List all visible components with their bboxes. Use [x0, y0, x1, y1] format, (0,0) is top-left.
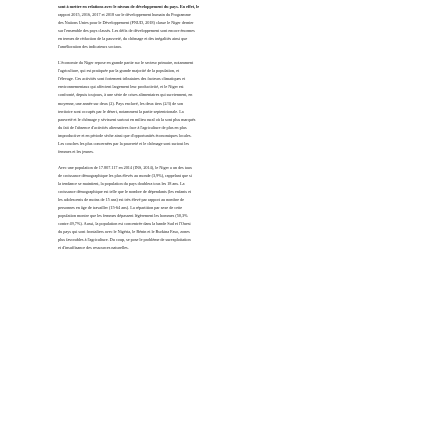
- text-line: croissance démographique est telle que le nombre de dépendants (les enfants et: [58, 188, 192, 194]
- paragraph-intro: [58, 3, 367, 51]
- text-line: les adolescents de moins de 15 ans) est très élevé par rapport au nombre de: [58, 197, 184, 203]
- text-line: du fait de l'absence d'activités alternatives face à l'agriculture de plus en plus: [58, 124, 187, 130]
- paragraph-economy: [58, 59, 367, 156]
- paragraph-gap: [58, 51, 367, 59]
- text-line: pauvreté et le chômage y sévissent surtout en milieu rural où la sont plus marqués: [58, 116, 196, 122]
- text-line: l'élevage. Ces activités sont fortement tributaires des facteurs climatiques et: [58, 76, 186, 82]
- text-line: sur l'ensemble des pays classés. Les défis de développement sont encore énormes: [58, 28, 195, 34]
- text-line: des Nations Unies pour le Développement (PNUD, 2018) classe le Niger dernier: [58, 20, 194, 26]
- text-line: moyenne, une année sur deux (2). Pays enclavé, les deux tiers (2/3) de son: [58, 100, 184, 106]
- text-line: sont à mettre en relations avec le niveau de développement du pays. En effet, le: [58, 4, 200, 9]
- text-line: confronté, depuis toujours, à une série de crises alimentaires qui surviennent, en: [58, 92, 193, 98]
- text-line: de croissance démographique les plus élevés au monde (3,9%), rappelant que si: [58, 172, 192, 178]
- text-line: population montre que les femmes dépassent légèrement les hommes (50,3%: [58, 213, 188, 219]
- text-line: personnes en âge de travailler (15-64 ans). La répartition par sexe de cette: [58, 205, 183, 211]
- text-line: contre 49,7%). Aussi, la population est concentrée dans la bande Sud et l'Ouest: [58, 221, 191, 227]
- text-line: et d'insuffisance des ressources naturelles.: [58, 245, 129, 251]
- paragraph-gap: [58, 156, 367, 164]
- paragraph-population: [58, 164, 367, 253]
- text-line: Avec une population de 17.807.117 en 2014 (INS, 2014), le Niger a un des taux: [58, 164, 192, 170]
- text-line: l'amélioration des indicateurs sociaux.: [58, 44, 123, 50]
- text-line: L'économie du Niger repose en grande partie sur le secteur primaire, notamment: [58, 60, 194, 66]
- text-line: en termes de réduction de la pauvreté, du chômage et des inégalités ainsi que: [58, 36, 188, 42]
- text-line: du pays qui sont frontaliers avec le Nigéria, le Bénin et le Burkina Faso, zones: [58, 229, 190, 235]
- text-line: Les couches les plus concernées par la pauvreté et le chômage sont surtout les: [58, 140, 189, 146]
- text-line: improductive et en période sèche ainsi que d'opportunités économiques locales.: [58, 132, 192, 138]
- text-line: environnementaux qui affectent largement leur productivité, et le Niger est: [58, 84, 184, 90]
- text-line: femmes et les jeunes.: [58, 148, 94, 154]
- text-line: rapport 2015, 2016, 2017 et 2018 sur le développement humain du Programme: [58, 12, 191, 18]
- text-line: l'agriculture, qui est pratiquée par la grande majorité de la population, et: [58, 68, 180, 74]
- text-line: territoire sont occupés par le désert, notamment la partie septentrionale. La: [58, 108, 184, 114]
- text-line: la tendance se maintient, la population du pays doublera tous les 18 ans. La: [58, 180, 185, 186]
- text-line: plus favorables à l'agriculture. Du coup, se pose le problème de surexploitation: [58, 237, 191, 243]
